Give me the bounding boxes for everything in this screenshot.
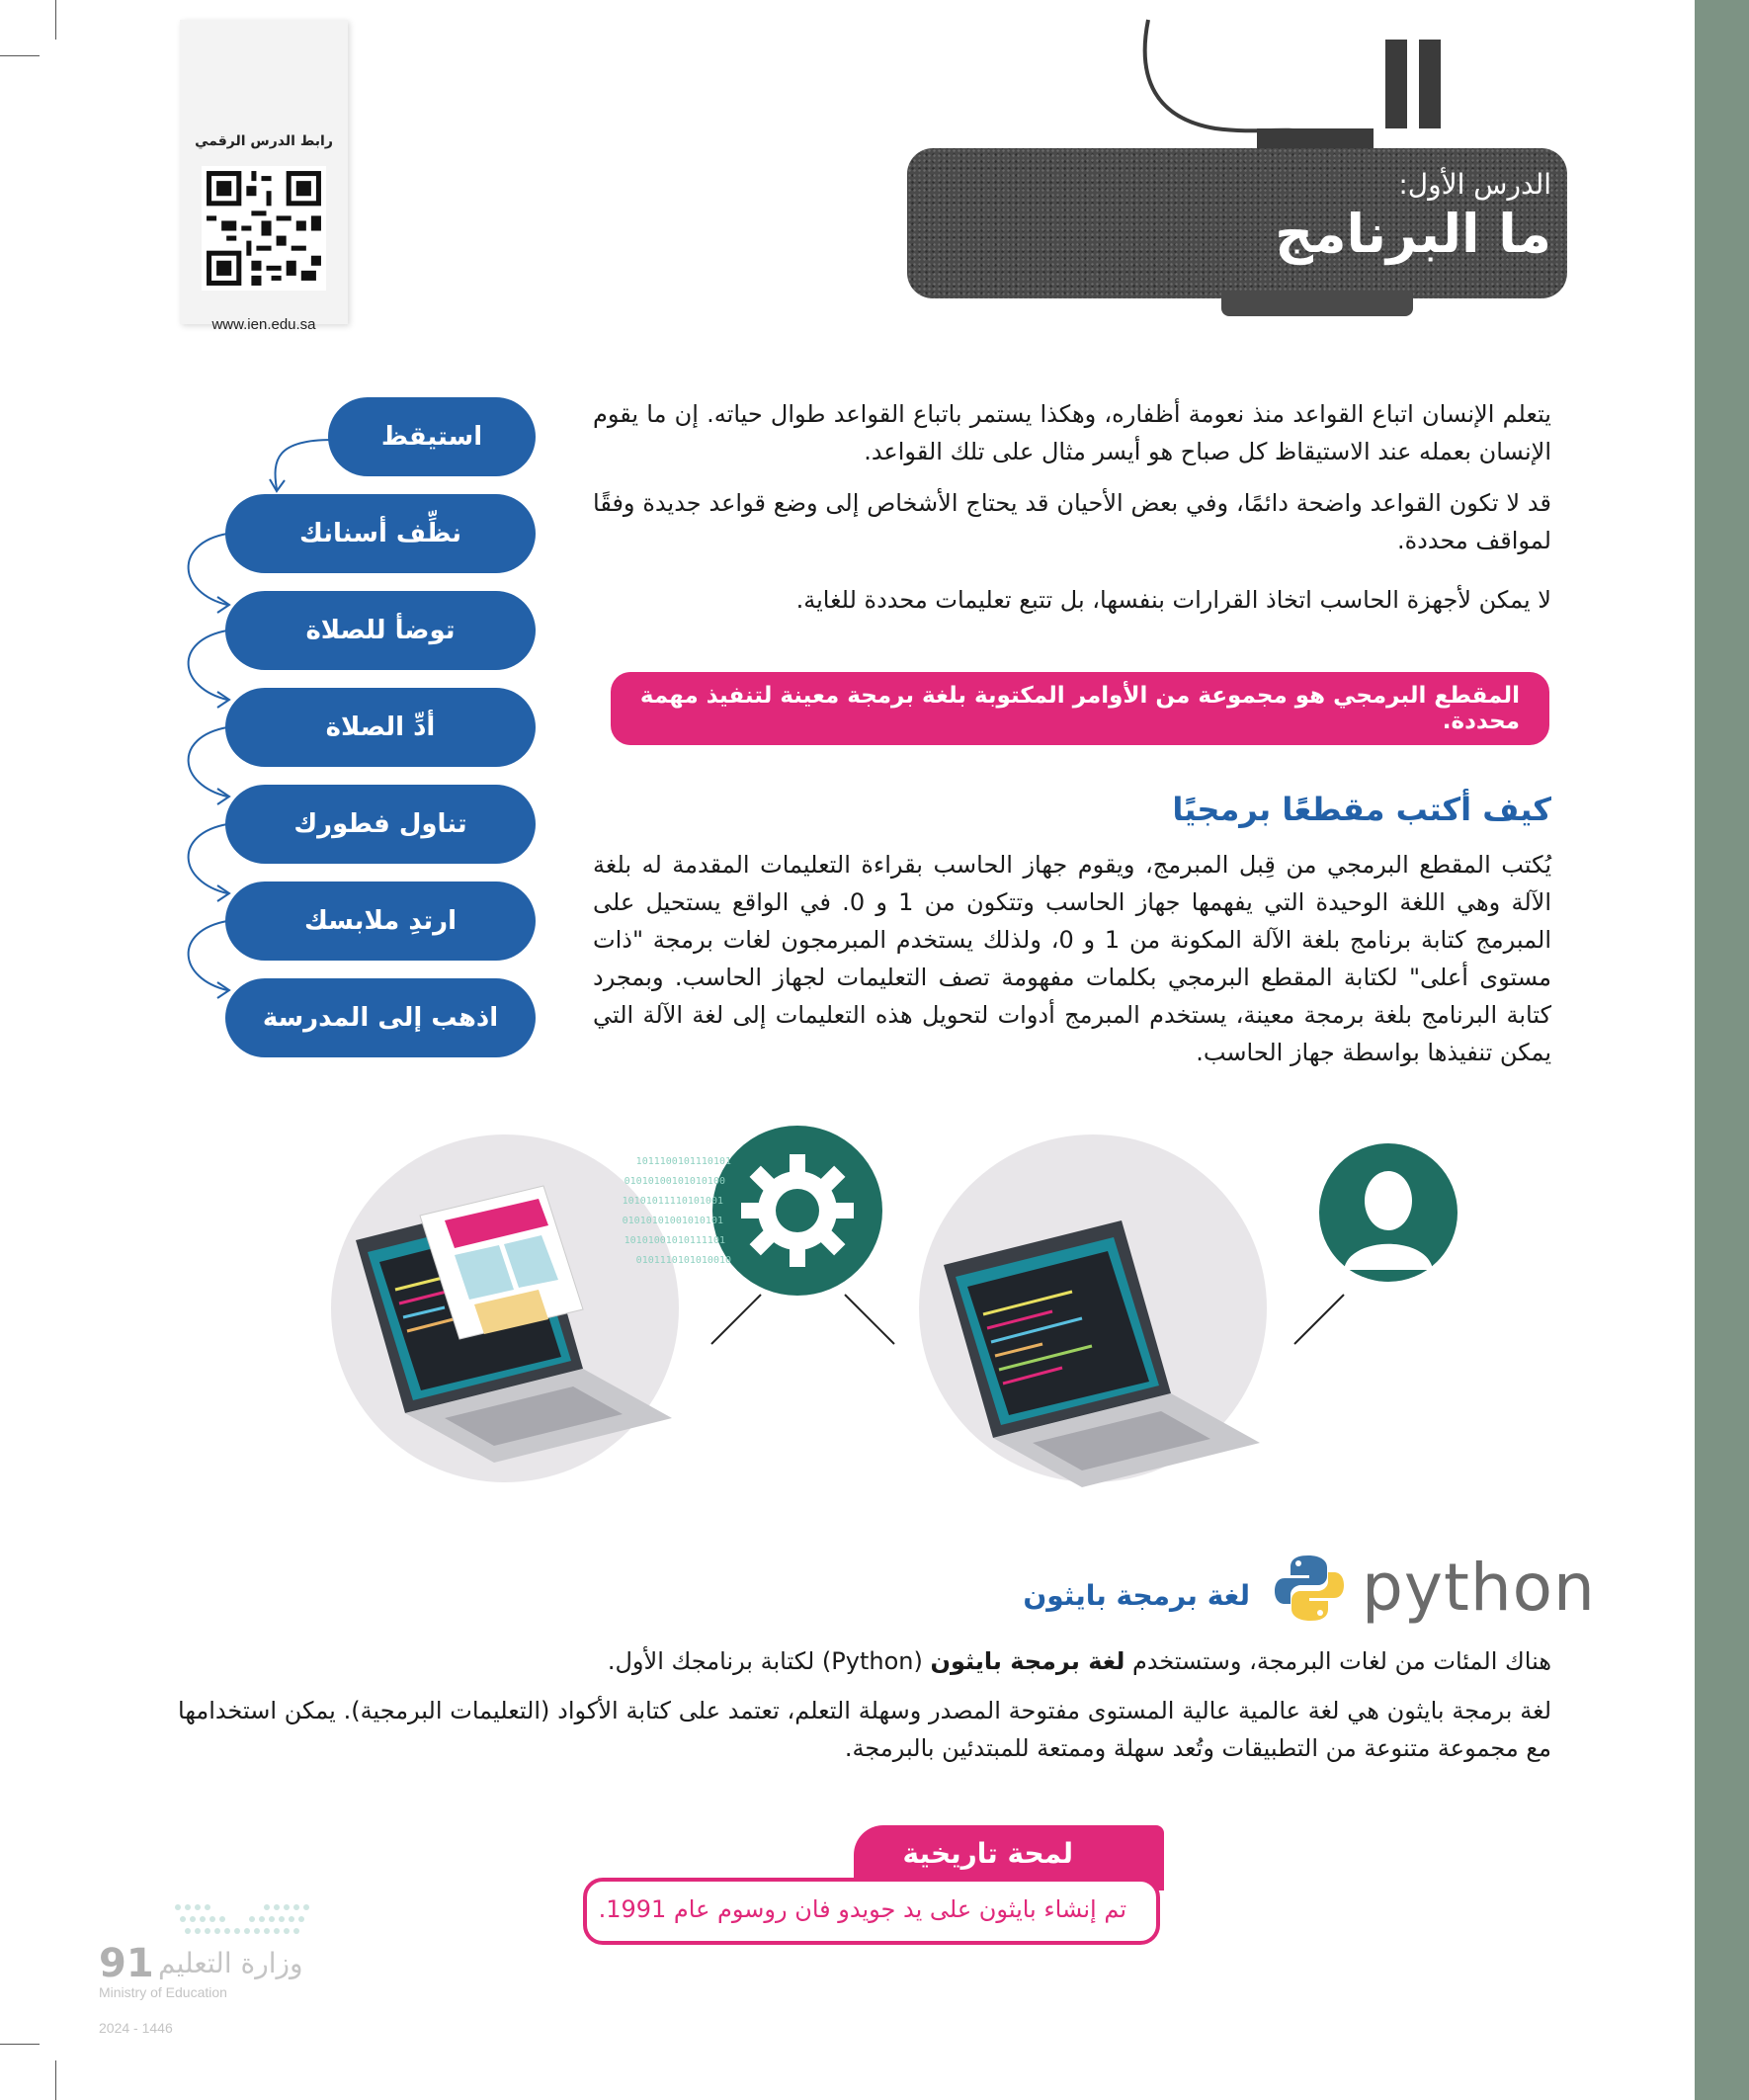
- banner-pin: [1385, 40, 1407, 128]
- how-to-body: يُكتب المقطع البرمجي من قِبل المبرمج، ويقوم جهاز الحاسب بقراءة التعليمات المقدمة له بلغة الآلة وهي اللغة الوحيدة التي يفهمها جهاز الحاسب وتتكون من 1 و 0. في الواقع يستحيل على المبرمج كتابة برنامج بلغة الآلة المكونة من 1 و 0، ولذلك يستخدم المبرمجون لغات برمجة "ذات مستوى أعلى" لكتابة المقطع البرمجي بكلمات مفهومة تصف التعليمات لجهاز الحاسب. وبمجرد كتابة البرنامج بلغة برمجة معينة، يستخدم المبرمج أدوات لتحويل هذه التعليمات إلى لغة الآلة التي يمكن تنفيذها بواسطة جهاز الحاسب.: [593, 851, 1551, 1066]
- qr-code-icon[interactable]: [202, 166, 326, 291]
- intro-paragraph-2: قد لا تكون القواعد واضحة دائمًا، وفي بعض الأحيان قد يحتاج الأشخاص إلى وضع قواعد جديدة وفقًا لمواقف محددة.: [593, 489, 1551, 554]
- banner-foot: [1221, 291, 1413, 316]
- ministry-name-en: Ministry of Education: [99, 1984, 227, 2000]
- python-p1-bold: لغة برمجة بايثون: [930, 1647, 1125, 1675]
- intro-paragraph-1: يتعلم الإنسان اتباع القواعد منذ نعومة أظفاره، وهكذا يستمر باتباع القواعد طوال حياته. إن ما يقوم الإنسان بعمله عند الاستيقاظ كل صباح هو أيسر مثال على تلك القواعد.: [593, 400, 1551, 465]
- crop-mark: [0, 2044, 40, 2045]
- page-number: 91: [99, 1941, 154, 1986]
- how-to-heading: كيف أكتب مقطعًا برمجيًا: [1172, 791, 1551, 828]
- flow-step-brush: نظِّف أسنانك: [225, 494, 536, 573]
- svg-text:0101110101010010: 0101110101010010: [635, 1255, 731, 1266]
- flow-step-school: اذهب إلى المدرسة: [225, 978, 536, 1057]
- python-p1-after: (Python) لكتابة برنامجك الأول.: [607, 1647, 931, 1675]
- programmer-avatar-icon: [1304, 1141, 1472, 1290]
- intro-paragraph-3: لا يمكن لأجهزة الحاسب اتخاذ القرارات بنفسها، بل تتبع تعليمات محددة للغاية.: [795, 586, 1551, 614]
- ministry-name-ar: وزارة التعليم: [158, 1947, 303, 1979]
- lesson-title: ما البرنامج: [1275, 203, 1551, 265]
- flow-connectors: [692, 1275, 1383, 1374]
- python-p1-before: هناك المئات من لغات البرمجة، وستستخدم: [1124, 1647, 1551, 1675]
- svg-text:1011100101110101: 1011100101110101: [635, 1156, 731, 1167]
- qr-label: رابط الدرس الرقمي: [195, 133, 333, 149]
- ministry-logo-icon: [168, 1897, 326, 1947]
- python-paragraph-2: لغة برمجة بايثون هي لغة عالمية عالية المستوى مفتوحة المصدر وسهلة التعلم، تعتمد على كتابة الأكواد (التعليمات البرمجية). يمكن استخدامها مع مجموعة متنوعة من التطبيقات وتُعد سهلة وممتعة للمبتدئين بالبرمجة.: [178, 1697, 1551, 1762]
- svg-text:10101001010111101: 10101001010111101: [624, 1235, 725, 1246]
- history-box: [583, 1878, 1160, 1945]
- definition-text: المقطع البرمجي هو مجموعة من الأوامر المكتوبة بلغة برمجة معينة لتنفيذ مهمة محددة.: [639, 683, 1520, 734]
- flow-step-breakfast: تناول فطورك: [225, 785, 536, 864]
- crop-mark: [55, 2060, 56, 2100]
- python-wordmark: python: [1362, 1550, 1596, 1626]
- qr-url[interactable]: www.ien.edu.sa: [211, 316, 316, 333]
- lesson-subtitle: الدرس الأول:: [1398, 168, 1551, 201]
- history-text: تم إنشاء بايثون على يد جويدو فان روسوم عام 1991.: [598, 1895, 1126, 1923]
- history-title: لمحة تاريخية: [902, 1837, 1073, 1870]
- gear-icon: [622, 1125, 884, 1298]
- side-strip: [1695, 0, 1749, 2100]
- svg-text:01010100101010100: 01010100101010100: [624, 1176, 725, 1187]
- qr-card[interactable]: [180, 20, 348, 333]
- python-heading: لغة برمجة بايثون: [1023, 1579, 1250, 1612]
- definition-box: [611, 672, 1549, 745]
- flow-step-prayer: أدِّ الصلاة: [225, 688, 536, 767]
- python-paragraph-1: [178, 1642, 1551, 1680]
- flow-step-dress: ارتدِ ملابسك: [225, 882, 536, 961]
- crop-mark: [55, 0, 56, 40]
- flow-step-ablution: توضأ للصلاة: [225, 591, 536, 670]
- crop-mark: [0, 55, 40, 56]
- edition-year: 2024 - 1446: [99, 2020, 173, 2036]
- svg-text:10101011110101001: 10101011110101001: [622, 1196, 723, 1207]
- svg-text:01010101001010101: 01010101001010101: [622, 1216, 723, 1226]
- flow-step-wake: استيقظ: [328, 397, 536, 476]
- python-logo-icon: [1275, 1554, 1344, 1623]
- banner-pin: [1419, 40, 1441, 128]
